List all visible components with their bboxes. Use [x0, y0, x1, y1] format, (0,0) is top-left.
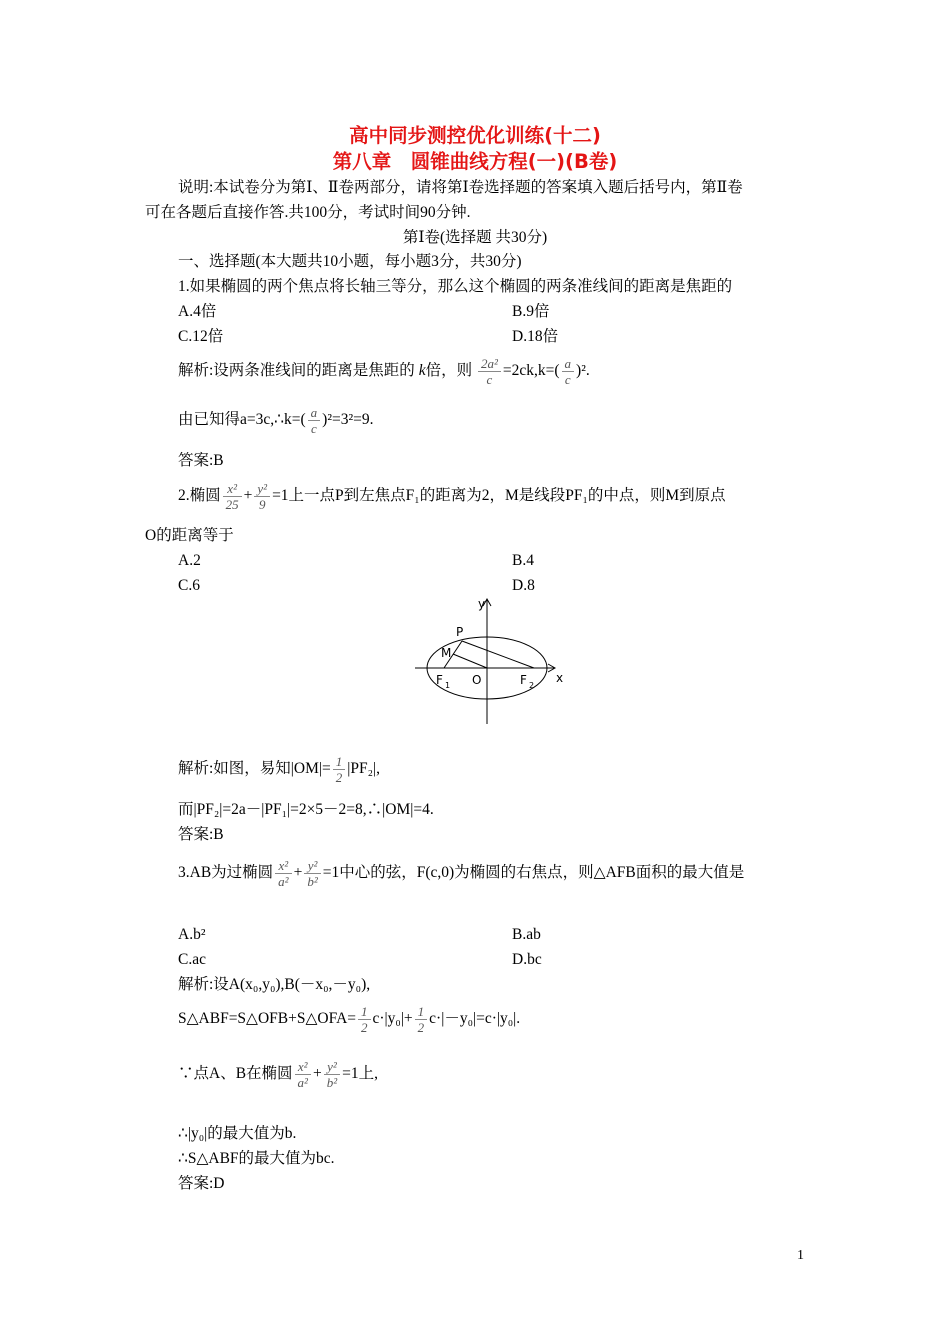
- q1-sol1-text-c: =2ck,k=(: [502, 362, 560, 379]
- page-number: 1: [797, 1248, 804, 1263]
- q2-option-a: A.2: [178, 552, 201, 569]
- label-f1-sub: 1: [445, 681, 451, 690]
- q3-option-d: D.bc: [512, 951, 542, 968]
- q3-sol3-text-a: ∵点A、B在椭圆: [178, 1065, 293, 1082]
- q2-solution-1: [178, 753, 380, 785]
- q3-solution-4: ∴|y₀|的最大值为b.: [178, 1125, 297, 1142]
- q1-sol2-text-b: a=3c,∴k=(: [240, 411, 306, 428]
- label-x: x: [556, 671, 564, 685]
- label-f2: F: [520, 673, 527, 687]
- q3-solution-3: [178, 1058, 378, 1090]
- fraction-1-over-2-c: $\frac{1}{2}$: [415, 1004, 428, 1035]
- fraction-x2-over-25: $\frac{\text{x²}}{25}$: [223, 481, 242, 512]
- fraction-y2-over-b2: $\frac{\text{y²}}{\text{b²}}$: [304, 858, 320, 889]
- q1-sol1-text-a: 解析:设两条准线间的距离是焦距的: [178, 362, 415, 379]
- q1-stem: 1.如果椭圆的两个焦点将长轴三等分，那么这个椭圆的两条准线间的距离是焦距的: [178, 278, 733, 295]
- section-heading: 一、选择题(本大题共10小题，每小题3分，共30分): [178, 253, 522, 270]
- q2-stem-1: [178, 480, 726, 512]
- fraction-x2-over-a2: $\frac{\text{x²}}{\text{a²}}$: [275, 858, 291, 889]
- label-f2-sub: 2: [529, 681, 535, 690]
- q1-sol2-text-c: )²=3²=9.: [322, 411, 374, 428]
- q1-option-d: D.18倍: [512, 328, 559, 345]
- intro-line-1: 说明:本试卷分为第Ⅰ、Ⅱ卷两部分，请将第Ⅰ卷选择题的答案填入题后括号内，第Ⅱ卷: [178, 179, 743, 196]
- label-m: M: [441, 646, 452, 660]
- q3-sol3-text-b: =1上,: [342, 1065, 378, 1082]
- title-line-2: 第八章 圆锥曲线方程(一)(B卷): [332, 150, 618, 173]
- q1-solution-2: [178, 404, 373, 436]
- fraction-1-over-2: $\frac{1}{2}$: [333, 754, 346, 785]
- q3-sol2-text-a: S△ABF=S△OFB+S△OFA=: [178, 1010, 357, 1027]
- q3-stem: [178, 857, 744, 889]
- segment-o-m: [453, 654, 487, 668]
- q2-option-b: B.4: [512, 552, 534, 569]
- label-p: P: [456, 625, 464, 639]
- q2-stem-text-b: =1上一点P到左焦点F₁的距离为2，M是线段PF₁的中点，则M到原点: [272, 487, 726, 504]
- fraction-1-over-2-b: $\frac{1}{2}$: [358, 1004, 371, 1035]
- q2-sol1-text-b: |PF₂|,: [347, 760, 380, 777]
- label-o: O: [472, 673, 482, 687]
- q3-sol2-text-c: c·|－y₀|=c·|y₀|.: [429, 1010, 521, 1027]
- label-f1: F: [436, 673, 443, 687]
- q2-option-d: D.8: [512, 577, 535, 594]
- q1-option-b: B.9倍: [512, 303, 550, 320]
- q3-option-c: C.ac: [178, 951, 206, 968]
- q3-stem-text-b: =1中心的弦，F(c,0)为椭圆的右焦点，则△AFB面积的最大值是: [322, 864, 745, 881]
- q3-sol2-text-b: c·|y₀|+: [372, 1010, 413, 1027]
- plus-sign-3: +: [312, 1065, 322, 1082]
- q1-sol1-text-b: 倍，则: [425, 362, 473, 379]
- q1-sol1-text-d: )².: [576, 362, 590, 379]
- q3-solution-1: 解析:设A(x₀,y₀),B(－x₀,－y₀),: [178, 976, 371, 993]
- plus-sign-2: +: [293, 864, 303, 881]
- q1-sol1-k: k: [418, 362, 426, 379]
- q3-answer: 答案:D: [178, 1175, 225, 1192]
- label-y: y: [478, 597, 486, 611]
- q2-option-c: C.6: [178, 577, 200, 594]
- segment-p-f2: [462, 641, 534, 668]
- fraction-y2-over-b2-b: $\frac{\text{y²}}{\text{b²}}$: [324, 1059, 340, 1090]
- fraction-y2-over-9: $\frac{\text{y²}}{9}$: [254, 481, 270, 512]
- fraction-a-over-c-2: $\frac{a}{c}$: [308, 405, 321, 436]
- q2-stem-2: O的距离等于: [145, 527, 234, 544]
- q2-answer: 答案:B: [178, 826, 224, 843]
- q3-solution-2: [178, 1003, 520, 1035]
- fraction-x2-over-a2-b: $\frac{\text{x²}}{\text{a²}}$: [295, 1059, 311, 1090]
- title-line-1: 高中同步测控优化训练(十二): [349, 124, 601, 147]
- intro-line-2: 可在各题后直接作答.共100分，考试时间90分钟.: [145, 204, 471, 221]
- fraction-2a2-over-c: $\frac{\text{2a²}}{c}$: [478, 356, 501, 387]
- q3-option-b: B.ab: [512, 926, 541, 943]
- ellipse-figure: [410, 594, 570, 730]
- plus-sign: +: [243, 487, 253, 504]
- section-title: 第Ⅰ卷(选择题 共30分): [402, 229, 548, 246]
- q3-option-a: A.b²: [178, 926, 206, 943]
- q3-stem-text-a: 3.AB为过椭圆: [178, 864, 274, 881]
- fraction-a-over-c: $\frac{a}{c}$: [562, 356, 575, 387]
- q1-option-a: A.4倍: [178, 303, 217, 320]
- q1-sol2-text-a: 由已知得: [178, 411, 241, 428]
- q2-stem-text-a: 2.椭圆: [178, 487, 221, 504]
- q1-answer: 答案:B: [178, 452, 224, 469]
- q1-solution-1: [178, 355, 590, 387]
- q3-solution-5: ∴S△ABF的最大值为bc.: [178, 1150, 335, 1167]
- q2-sol1-text-a: 解析:如图，易知|OM|=: [178, 760, 331, 777]
- q2-solution-2: 而|PF₂|=2a－|PF₁|=2×5－2=8,∴|OM|=4.: [178, 801, 434, 818]
- q1-option-c: C.12倍: [178, 328, 224, 345]
